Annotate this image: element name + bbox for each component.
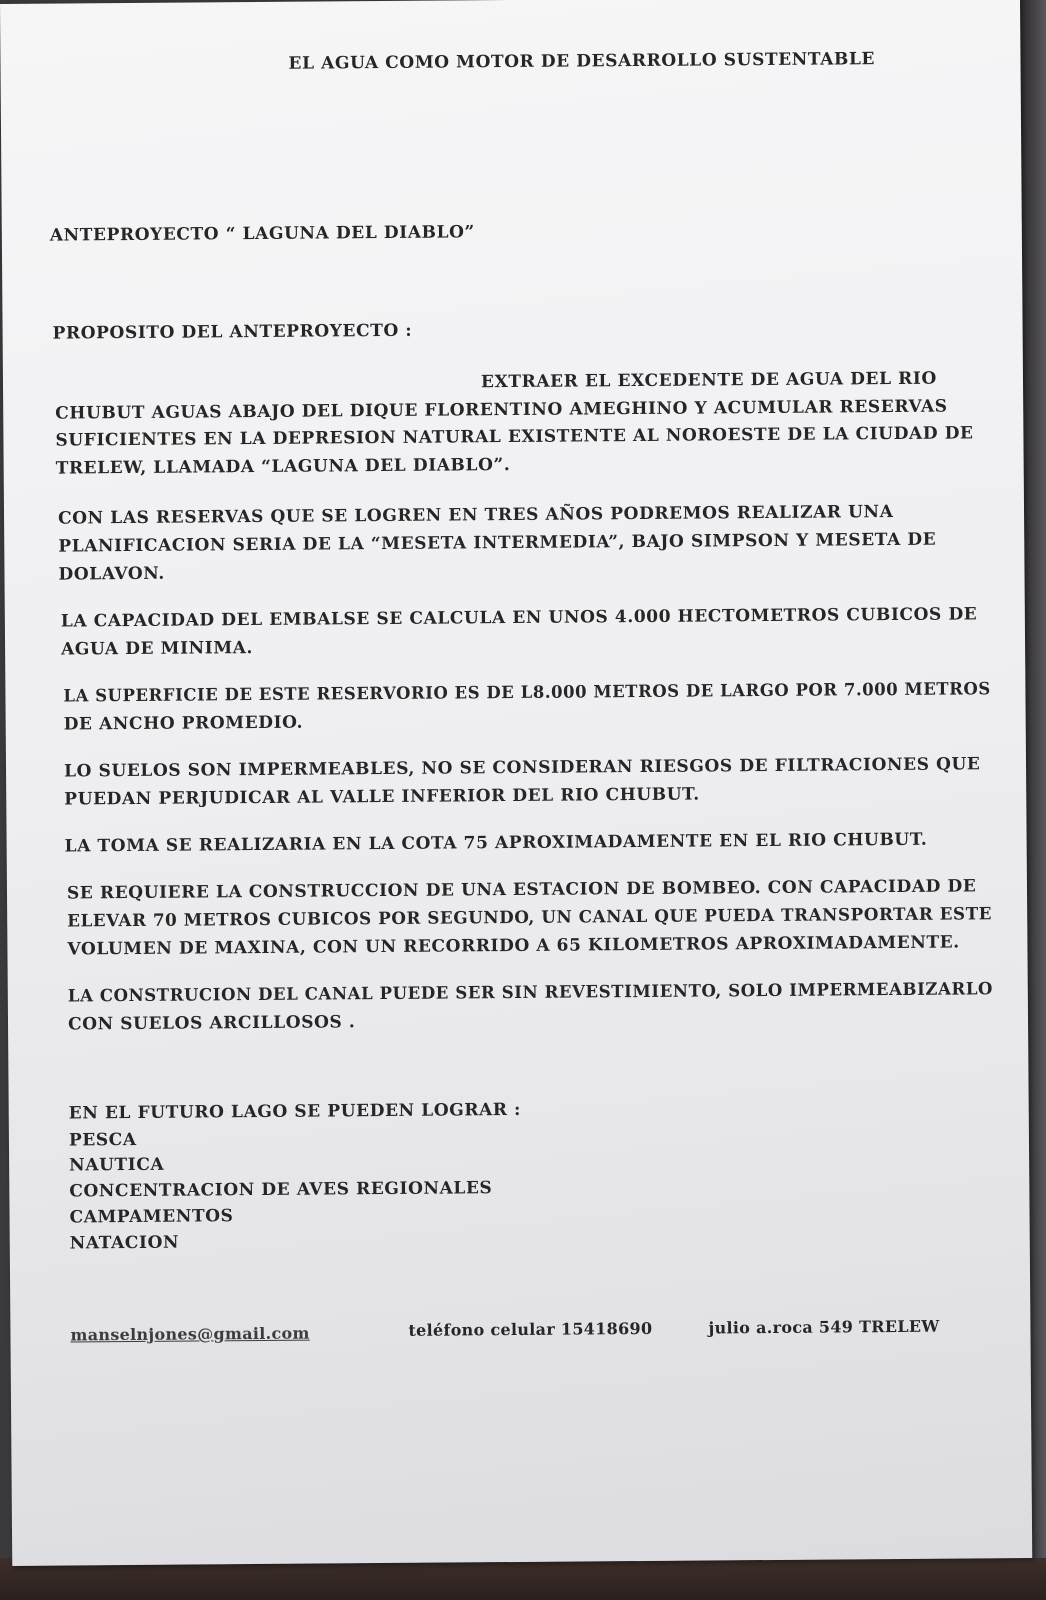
body-line: PUEDAN PERJUDICAR AL VALLE INFERIOR DEL RIO CHUBUT. xyxy=(64,784,700,810)
body-line: PLANIFICACION SERIA DE LA “MESETA INTERMEDIA”, BAJO SIMPSON Y MESETA DE xyxy=(58,529,937,557)
purpose-heading: PROPOSITO DEL ANTEPROYECTO : xyxy=(52,320,413,344)
body-line: DE ANCHO PROMEDIO. xyxy=(63,712,304,735)
body-line: LA CAPACIDAD DEL EMBALSE SE CALCULA EN UNOS 4.000 HECTOMETROS CUBICOS DE xyxy=(60,604,978,632)
body-line: CHUBUT AGUAS ABAJO DEL DIQUE FLORENTINO AMEGHINO Y ACUMULAR RESERVAS xyxy=(55,396,948,424)
list-item: CONCENTRACION DE AVES REGIONALES xyxy=(69,1178,493,1202)
footer-phone: teléfono celular 15418690 xyxy=(408,1318,653,1340)
list-heading: EN EL FUTURO LAGO SE PUEDEN LOGRAR : xyxy=(68,1099,522,1124)
body-line: LA TOMA SE REALIZARIA EN LA COTA 75 APROXIMADAMENTE EN EL RIO CHUBUT. xyxy=(64,829,928,857)
list-item: NAUTICA xyxy=(69,1154,165,1176)
body-line: SE REQUIERE LA CONSTRUCCION DE UNA ESTACION DE BOMBEO. CON CAPACIDAD DE xyxy=(66,876,977,904)
body-line: VOLUMEN DE MAXINA, CON UN RECORRIDO A 65 KILOMETROS APROXIMADAMENTE. xyxy=(67,932,960,960)
project-heading: ANTEPROYECTO “ LAGUNA DEL DIABLO” xyxy=(49,222,475,246)
body-line: LA SUPERFICIE DE ESTE RESERVORIO ES DE L8.000 METROS DE LARGO POR 7.000 METROS xyxy=(63,679,991,707)
list-item: NATACION xyxy=(69,1232,180,1254)
body-line: CON LAS RESERVAS QUE SE LOGREN EN TRES AÑOS PODREMOS REALIZAR UNA xyxy=(57,502,894,529)
list-item: CAMPAMENTOS xyxy=(69,1206,234,1228)
body-line: ELEVAR 70 METROS CUBICOS POR SEGUNDO, UN CANAL QUE PUEDA TRANSPORTAR ESTE xyxy=(67,904,993,932)
document-title: EL AGUA COMO MOTOR DE DESARROLLO SUSTENTABLE xyxy=(288,49,876,74)
footer-email: manselnjones@gmail.com xyxy=(70,1323,310,1345)
body-line: AGUA DE MINIMA. xyxy=(61,638,254,660)
body-line: LA CONSTRUCION DEL CANAL PUEDE SER SIN REVESTIMIENTO, SOLO IMPERMEABIZARLO xyxy=(67,979,994,1007)
list-item: PESCA xyxy=(68,1129,137,1151)
body-line: DOLAVON. xyxy=(58,563,165,585)
body-line: CON SUELOS ARCILLOSOS . xyxy=(67,1012,356,1035)
body-line: EXTRAER EL EXCEDENTE DE AGUA DEL RIO xyxy=(480,368,937,393)
body-line: LO SUELOS SON IMPERMEABLES, NO SE CONSIDERAN RIESGOS DE FILTRACIONES QUE xyxy=(63,754,981,782)
body-line: SUFICIENTES EN LA DEPRESION NATURAL EXISTENTE AL NOROESTE DE LA CIUDAD DE xyxy=(55,423,974,451)
body-line: TRELEW, LLAMADA “LAGUNA DEL DIABLO”. xyxy=(55,455,511,479)
footer-address: julio a.roca 549 TRELEW xyxy=(708,1316,940,1338)
